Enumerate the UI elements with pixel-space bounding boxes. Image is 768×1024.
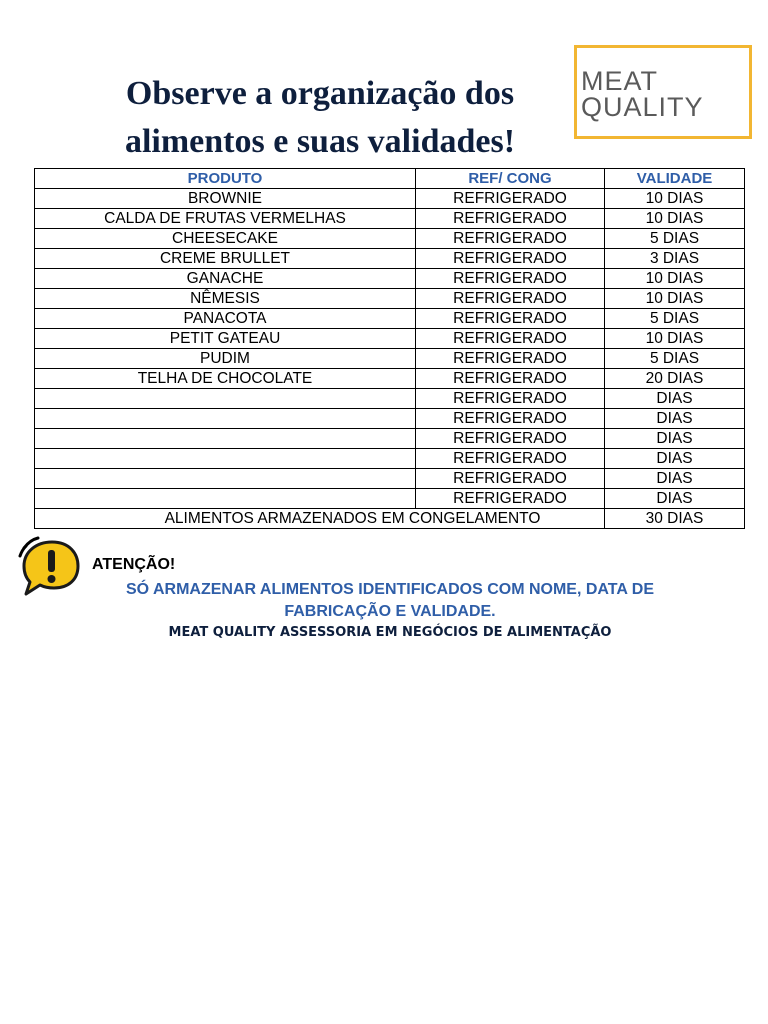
cell-validade: 5 DIAS xyxy=(605,309,745,329)
meat-quality-logo xyxy=(574,45,752,139)
cell-produto: PANACOTA xyxy=(35,309,416,329)
table-row-frozen xyxy=(35,509,745,529)
cell-validade: 5 DIAS xyxy=(605,349,745,369)
page-title xyxy=(60,70,580,166)
table-row xyxy=(35,249,745,269)
table-row xyxy=(35,369,745,389)
page-title-line2: alimentos e suas validades! xyxy=(124,123,516,160)
table-row xyxy=(35,189,745,209)
column-header-ref-cong: REF/ CONG xyxy=(416,169,605,189)
cell-validade: 10 DIAS xyxy=(605,209,745,229)
warning-title: ATENÇÃO! xyxy=(92,556,176,573)
cell-produto: PETIT GATEAU xyxy=(35,329,416,349)
table-header-row xyxy=(35,169,745,189)
cell-ref-cong: REFRIGERADO xyxy=(416,489,605,509)
cell-ref-cong: REFRIGERADO xyxy=(416,449,605,469)
cell-ref-cong: REFRIGERADO xyxy=(416,369,605,389)
cell-validade: 10 DIAS xyxy=(605,189,745,209)
warning-notice xyxy=(80,579,700,623)
table-row xyxy=(35,489,745,509)
cell-produto xyxy=(35,469,416,489)
cell-validade: DIAS xyxy=(605,429,745,449)
table-row xyxy=(35,429,745,449)
cell-validade: 10 DIAS xyxy=(605,329,745,349)
table-row xyxy=(35,309,745,329)
logo-line2: QUALITY xyxy=(581,92,704,122)
cell-produto xyxy=(35,449,416,469)
cell-validade: DIAS xyxy=(605,449,745,469)
cell-ref-cong: REFRIGERADO xyxy=(416,409,605,429)
cell-produto xyxy=(35,409,416,429)
cell-ref-cong: REFRIGERADO xyxy=(416,249,605,269)
cell-ref-cong: REFRIGERADO xyxy=(416,349,605,369)
column-header-validade: VALIDADE xyxy=(605,169,745,189)
cell-frozen-label: ALIMENTOS ARMAZENADOS EM CONGELAMENTO xyxy=(35,509,605,529)
cell-validade: 5 DIAS xyxy=(605,229,745,249)
cell-validade: 20 DIAS xyxy=(605,369,745,389)
table-row xyxy=(35,289,745,309)
table-row xyxy=(35,389,745,409)
table-row xyxy=(35,469,745,489)
cell-produto: CHEESECAKE xyxy=(35,229,416,249)
cell-validade: DIAS xyxy=(605,489,745,509)
table-row xyxy=(35,329,745,349)
footer-company: MEAT QUALITY ASSESSORIA EM NEGÓCIOS DE ALIMENTAÇÃO xyxy=(168,625,612,640)
cell-frozen-validade: 30 DIAS xyxy=(605,509,745,529)
table-row xyxy=(35,209,745,229)
cell-produto: BROWNIE xyxy=(35,189,416,209)
warning-line2: FABRICAÇÃO E VALIDADE. xyxy=(284,603,496,620)
cell-produto: CREME BRULLET xyxy=(35,249,416,269)
cell-produto: PUDIM xyxy=(35,349,416,369)
cell-validade: DIAS xyxy=(605,469,745,489)
cell-ref-cong: REFRIGERADO xyxy=(416,189,605,209)
cell-ref-cong: REFRIGERADO xyxy=(416,309,605,329)
cell-produto xyxy=(35,389,416,409)
cell-produto xyxy=(35,429,416,449)
table-row xyxy=(35,229,745,249)
cell-validade: 3 DIAS xyxy=(605,249,745,269)
cell-produto xyxy=(35,489,416,509)
exclamation-speech-bubble-icon xyxy=(18,536,82,598)
logo-line1: MEAT xyxy=(581,66,658,96)
cell-ref-cong: REFRIGERADO xyxy=(416,269,605,289)
cell-validade: DIAS xyxy=(605,389,745,409)
warning-line1: SÓ ARMAZENAR ALIMENTOS IDENTIFICADOS COM NOME, DATA DE xyxy=(126,581,654,598)
cell-ref-cong: REFRIGERADO xyxy=(416,389,605,409)
cell-produto: TELHA DE CHOCOLATE xyxy=(35,369,416,389)
table-row xyxy=(35,349,745,369)
cell-ref-cong: REFRIGERADO xyxy=(416,229,605,249)
cell-validade: DIAS xyxy=(605,409,745,429)
table-row xyxy=(35,449,745,469)
validity-table xyxy=(34,168,745,529)
cell-ref-cong: REFRIGERADO xyxy=(416,329,605,349)
cell-ref-cong: REFRIGERADO xyxy=(416,429,605,449)
table-row xyxy=(35,409,745,429)
cell-produto: NÊMESIS xyxy=(35,289,416,309)
column-header-produto: PRODUTO xyxy=(35,169,416,189)
cell-validade: 10 DIAS xyxy=(605,269,745,289)
cell-validade: 10 DIAS xyxy=(605,289,745,309)
table-row xyxy=(35,269,745,289)
cell-produto: CALDA DE FRUTAS VERMELHAS xyxy=(35,209,416,229)
page-title-line1: Observe a organização dos xyxy=(125,75,515,112)
cell-produto: GANACHE xyxy=(35,269,416,289)
cell-ref-cong: REFRIGERADO xyxy=(416,289,605,309)
cell-ref-cong: REFRIGERADO xyxy=(416,469,605,489)
cell-ref-cong: REFRIGERADO xyxy=(416,209,605,229)
